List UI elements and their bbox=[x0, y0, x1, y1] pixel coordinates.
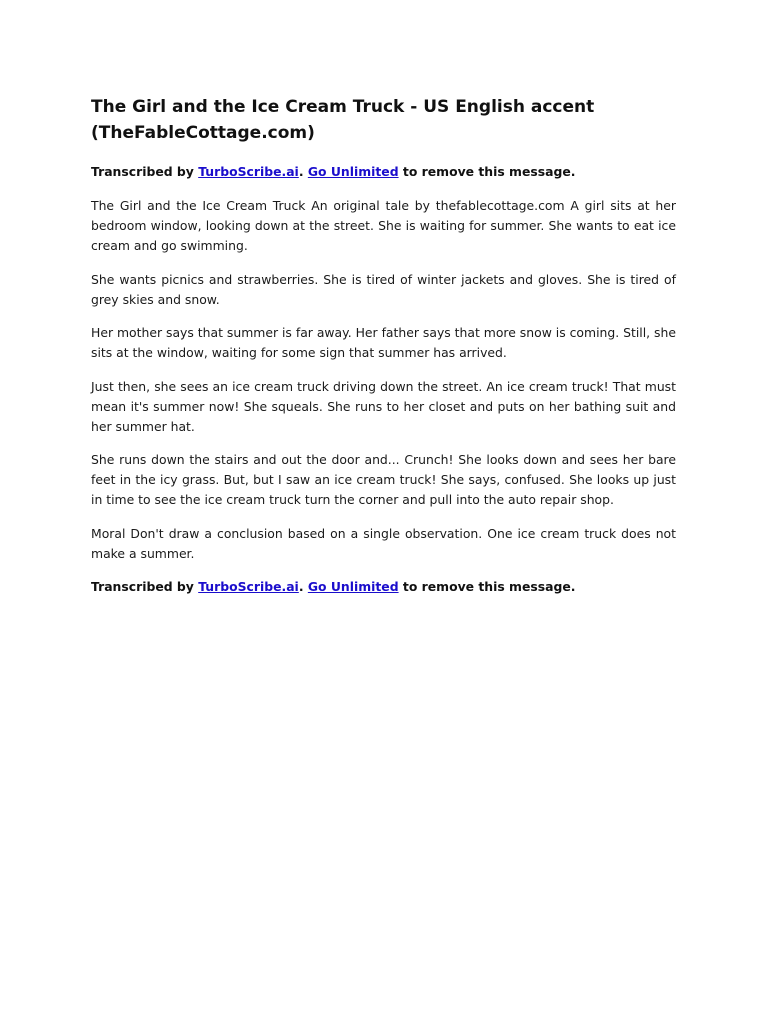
paragraph: She wants picnics and strawberries. She is tired of winter jackets and gloves. She is tired of grey skies and snow. bbox=[91, 271, 676, 307]
go-unlimited-link[interactable]: Go Unlimited bbox=[307, 164, 399, 179]
paragraph: The Girl and the Ice Cream Truck An original tale by thefablecottage.com A girl sits at her bedroom window, looking down at the street. She is waiting for summer. She wants to eat ice cream and go swimming. bbox=[91, 198, 676, 253]
paragraph: She runs down the stairs and out the door and... Crunch! She looks down and sees her bare feet in the icy grass. But, but I saw an ice cream truck! She says, confused. She looks up just in time to see the ice cream truck turn the corner and pull into the auto repair shop. bbox=[91, 452, 676, 507]
notice-suffix: to remove this message. bbox=[398, 579, 576, 594]
document-title: The Girl and the Ice Cream Truck - US English accent (TheFableCottage.com) bbox=[91, 97, 595, 143]
turboscribe-link[interactable]: TurboScribe.ai bbox=[198, 164, 299, 179]
notice-separator: . bbox=[298, 579, 308, 594]
notice-suffix: to remove this message. bbox=[398, 164, 576, 179]
transcription-notice-bottom bbox=[91, 577, 676, 597]
turboscribe-link[interactable]: TurboScribe.ai bbox=[198, 579, 299, 594]
paragraph: Moral Don't draw a conclusion based on a single observation. One ice cream truck does not make a summer. bbox=[91, 525, 676, 561]
go-unlimited-link[interactable]: Go Unlimited bbox=[307, 579, 399, 594]
notice-separator: . bbox=[298, 164, 308, 179]
paragraph: Just then, she sees an ice cream truck driving down the street. An ice cream truck! That must mean it's summer now! She squeals. She runs to her closet and puts on her bathing suit and her summer hat. bbox=[91, 378, 676, 434]
paragraph: Her mother says that summer is far away. Her father says that more snow is coming. Still, she sits at the window, waiting for some sign that summer has arrived. bbox=[91, 325, 676, 360]
notice-prefix: Transcribed by bbox=[91, 164, 199, 179]
transcription-notice-top bbox=[91, 162, 676, 182]
notice-prefix: Transcribed by bbox=[91, 579, 199, 594]
